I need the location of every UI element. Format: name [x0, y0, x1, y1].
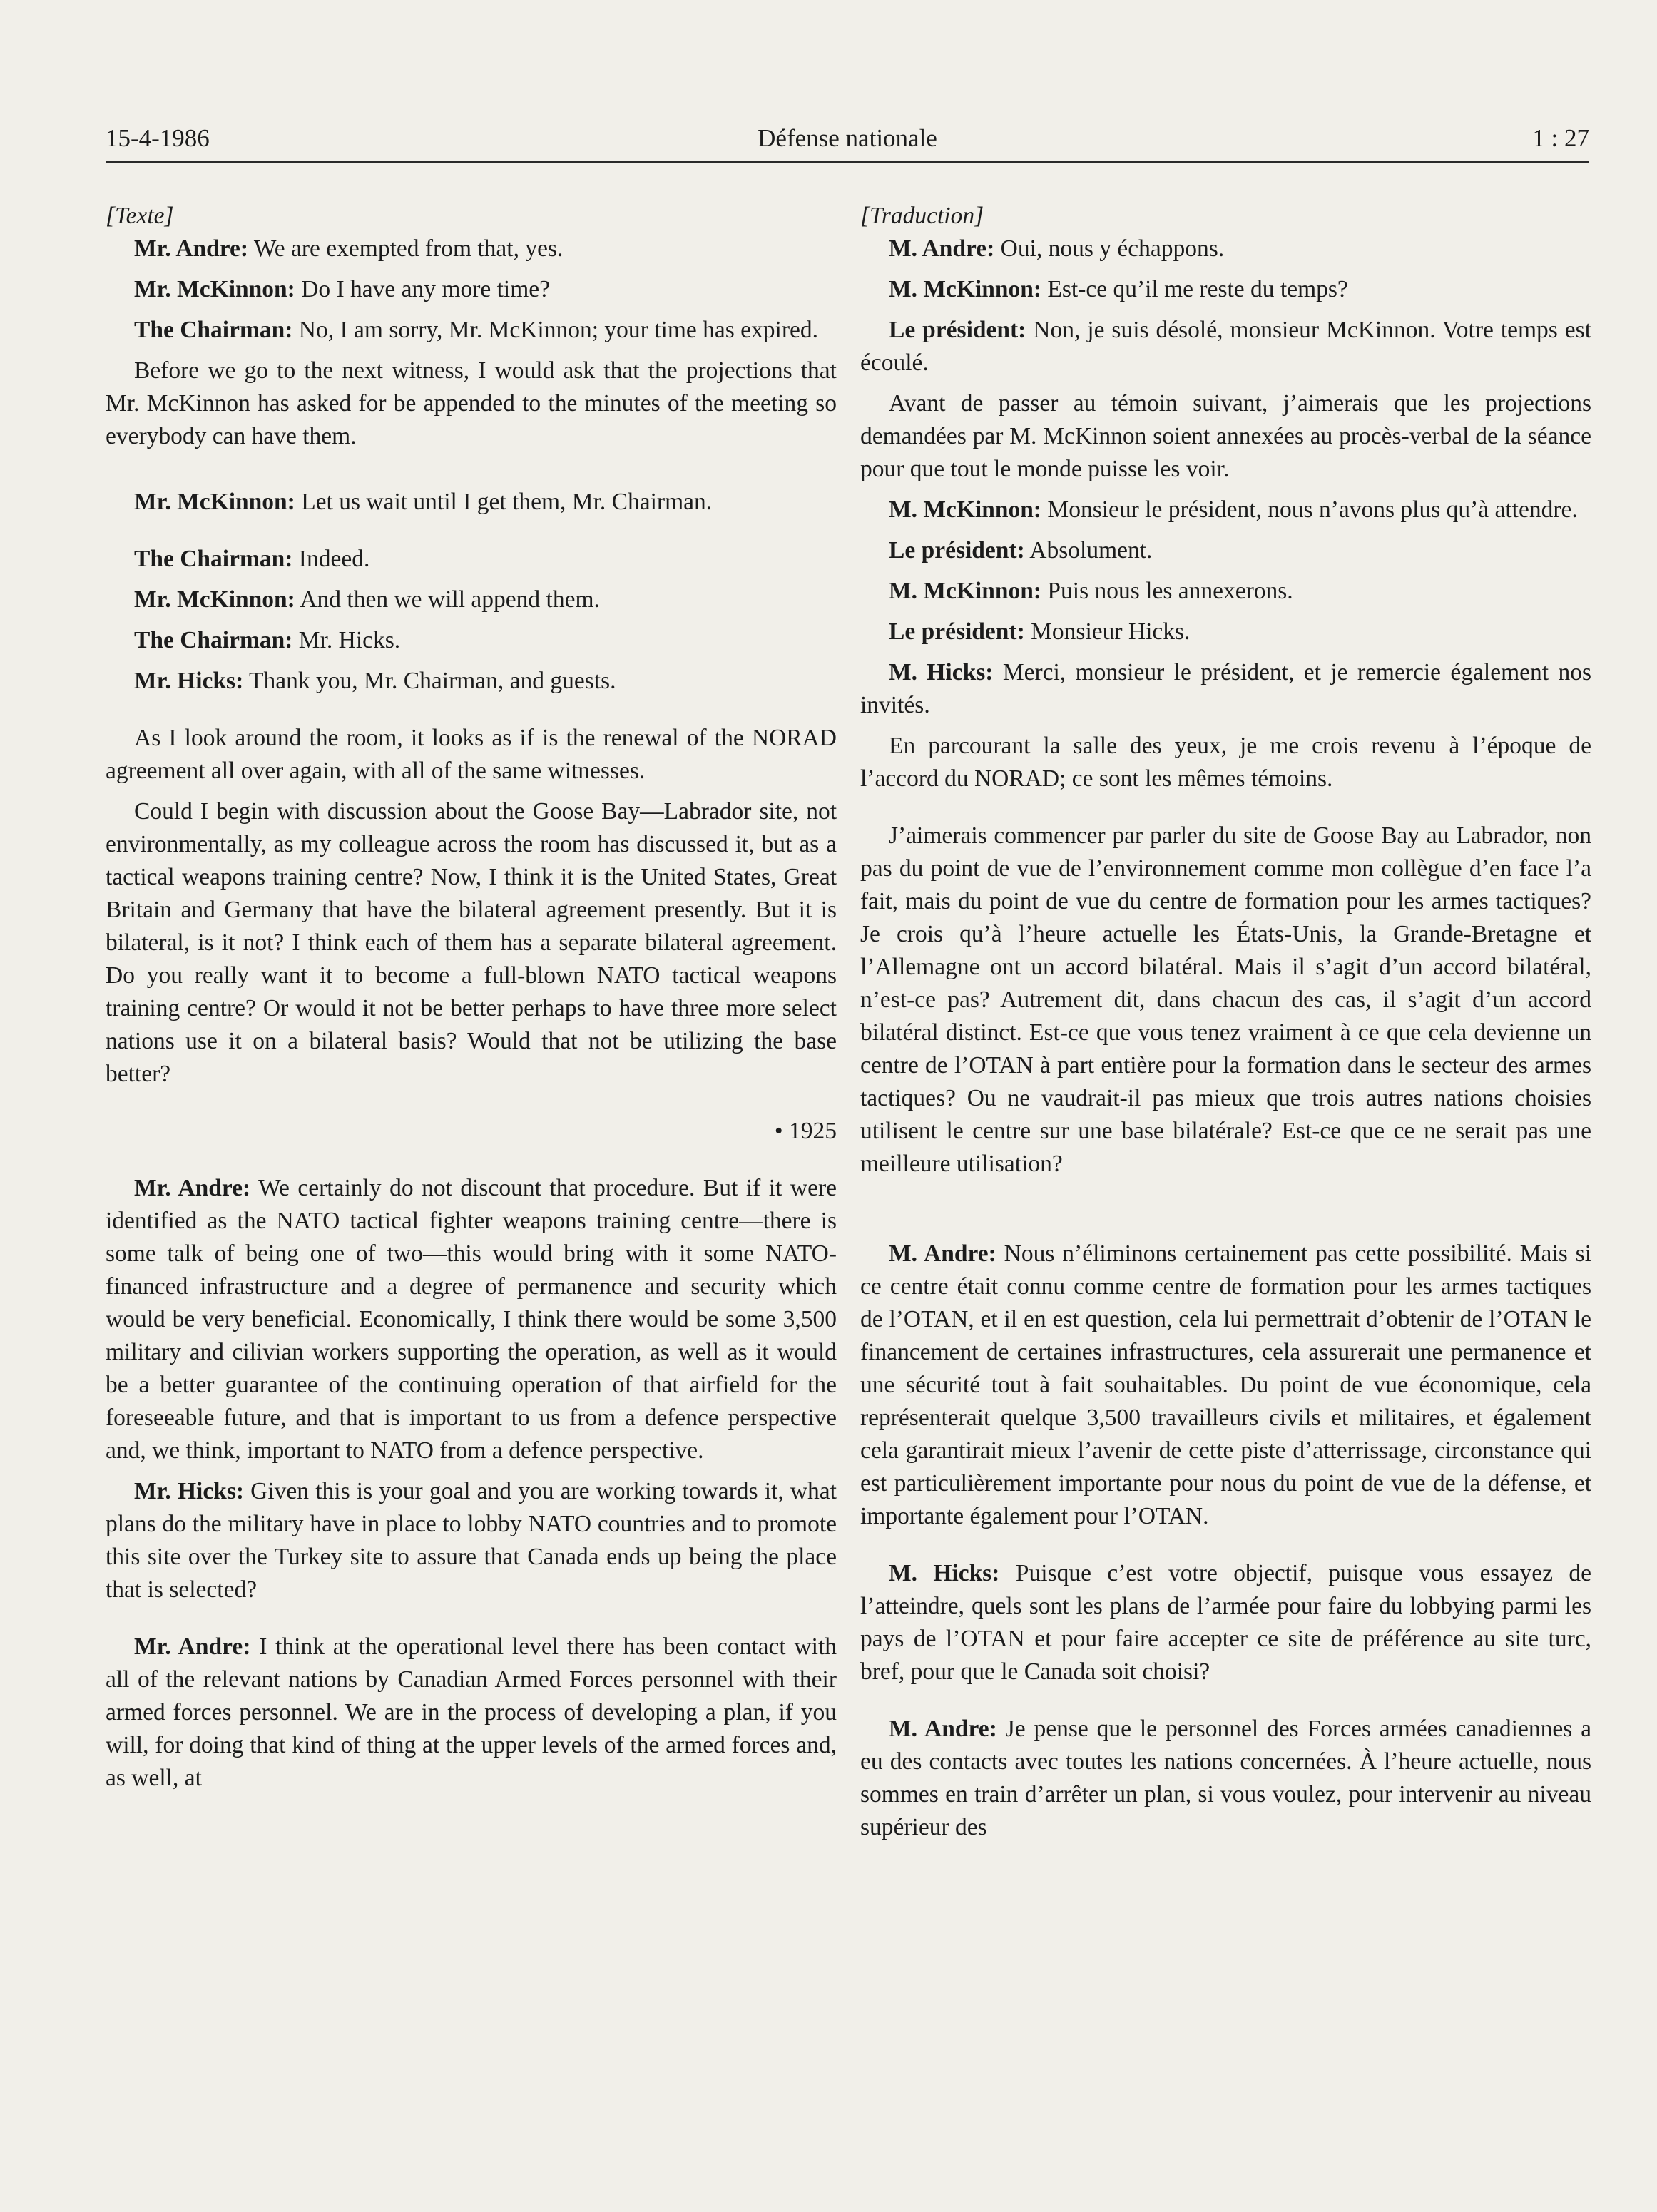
speech-text: Indeed. — [292, 546, 370, 572]
paragraph: Avant de passer au témoin suivant, j’aimerais que les projections demandées par M. McKinnon soient annexées au procès-verbal de la séance pour que tout le monde puisse les voir. — [860, 390, 1591, 482]
speaker-name: Mr. Hicks: — [134, 668, 244, 694]
paragraph — [860, 314, 1591, 379]
paragraph — [860, 273, 1591, 306]
speech-text: Thank you, Mr. Chairman, and guests. — [243, 668, 616, 694]
speech-text: Je pense que le personnel des Forces armées canadiennes a eu des contacts avec toutes les nations concernées. À l’heure actuelle, nous sommes en train d’arrêter un plan, si vous voulez, pour intervenir au niveau supérieur des — [860, 1716, 1591, 1840]
header-date: 15-4-1986 — [106, 124, 210, 152]
paragraph — [860, 494, 1591, 526]
speech-text: Est-ce qu’il me reste du temps? — [1041, 276, 1348, 302]
speech-text: No, I am sorry, Mr. McKinnon; your time has expired. — [292, 317, 818, 343]
paragraph — [106, 1172, 837, 1467]
paragraph — [106, 1631, 837, 1795]
paragraph — [860, 534, 1591, 567]
paragraph — [860, 656, 1591, 722]
speaker-name: Mr. Andre: — [134, 1633, 251, 1660]
speaker-name: M. Andre: — [889, 1240, 996, 1267]
speaker-name: Mr. Andre: — [134, 235, 249, 262]
speech-text: Given this is your goal and you are working towards it, what plans do the military have in place to lobby NATO countries and to promote this site over the Turkey site to assure that Canada ends up being the place that is selected? — [106, 1478, 837, 1603]
french-column — [860, 200, 1591, 1844]
speaker-name: Mr. McKinnon: — [134, 586, 295, 613]
speaker-name: M. Andre: — [889, 235, 995, 262]
speech-text: Merci, monsieur le président, et je remercie également nos invités. — [860, 659, 1591, 718]
speaker-name: Mr. McKinnon: — [134, 489, 295, 515]
speech-text: We are exempted from that, yes. — [248, 235, 564, 262]
speaker-name: Mr. Andre: — [134, 1175, 251, 1201]
speaker-name: The Chairman: — [134, 546, 293, 572]
paragraph: Could I begin with discussion about the Goose Bay—Labrador site, not environmentally, as my colleague across the room has discussed it, but as a tactical weapons training centre? Now, I think it is the United States, Great Britain and Germany that have the bilateral agreement presently. But it is bilateral, is it not? I think each of them has a separate bilateral agreement. Do you really want it to become a full-blown NATO tactical weapons training centre? Or would it not be better perhaps to have three more select nations use it on a bilateral basis? Would that not be utilizing the base better? — [106, 798, 837, 1087]
paragraph: Before we go to the next witness, I would ask that the projections that Mr. McKinnon has asked for be appended to the minutes of the meeting so everybody can have them. — [106, 357, 837, 449]
speech-text: Monsieur le président, nous n’avons plus qu’à attendre. — [1041, 496, 1578, 523]
paragraph — [106, 273, 837, 306]
speaker-name: M. McKinnon: — [889, 496, 1042, 523]
speech-text: Nous n’éliminons certainement pas cette possibilité. Mais si ce centre était connu comme centre de formation pour les armes tactiques de l’OTAN, et il en est question, cela lui permettrait d’obtenir de l’OTAN le financement de certaines infrastructures, cela assurerait une permanence et une sécurité tout à fait souhaitables. Du point de vue économique, cela représenterait quelque 3,500 travailleurs civils et militaires, et également cela garantirait mieux l’avenir de cette piste d’atterrissage, circonstance qui est particulièrement importante pour nous du point de vue de la défense, et importante également pour l’OTAN. — [860, 1240, 1591, 1529]
paragraph: J’aimerais commencer par parler du site de Goose Bay au Labrador, non pas du point de vue de l’environnement comme mon collègue d’en face l’a fait, mais du point de vue du centre de formation pour les armes tactiques? Je crois qu’à l’heure actuelle les États-Unis, la Grande-Bretagne et l’Allemagne ont un accord bilatéral. Mais il s’agit d’un accord bilatéral, n’est-ce pas? Autrement dit, dans chacun des cas, il s’agit d’un accord bilatéral distinct. Est-ce que vous tenez vraiment à ce que cela devienne un centre de l’OTAN à part entière pour la formation dans le secteur des armes tactiques? Ou ne vaudrait-il pas mieux que trois autres nations choisies utilisent le centre sur une base bilatérale? Est-ce que ce ne serait pas une meilleure utilisation? — [860, 822, 1591, 1177]
speech-text: I think at the operational level there has been contact with all of the relevant nations by Canadian Armed Forces personnel with their armed forces personnel. We are in the process of developing a plan, if you will, for doing that kind of thing at the upper levels of the armed forces and, as well, at — [106, 1633, 837, 1791]
speaker-name: M. McKinnon: — [889, 276, 1042, 302]
speech-text: And then we will append them. — [295, 586, 600, 613]
speech-text: Monsieur Hicks. — [1024, 618, 1191, 645]
time-marker: • 1925 — [774, 1118, 837, 1144]
paragraph — [860, 1557, 1591, 1688]
paragraph — [860, 616, 1591, 648]
speaker-name: The Chairman: — [134, 627, 293, 653]
speaker-name: M. McKinnon: — [889, 578, 1042, 604]
paragraph — [860, 233, 1591, 265]
paragraph: En parcourant la salle des yeux, je me crois revenu à l’époque de l’accord du NORAD; ce sont les mêmes témoins. — [860, 733, 1591, 792]
paragraph — [106, 543, 837, 576]
page-header — [106, 120, 1589, 163]
speaker-name: M. Hicks: — [889, 1560, 1000, 1586]
paragraph — [860, 575, 1591, 608]
paragraph — [860, 1713, 1591, 1844]
paragraph — [106, 486, 837, 519]
english-column — [106, 200, 837, 1795]
speaker-name: Mr. Hicks: — [134, 1478, 245, 1504]
speaker-name: M. Hicks: — [889, 659, 994, 685]
header-title: Défense nationale — [758, 124, 937, 152]
column-tag: [Texte] — [106, 203, 174, 229]
paragraph — [106, 665, 837, 698]
speech-text: Puisque c’est votre objectif, puisque vous essayez de l’atteindre, quels sont les plans de l’armée pour faire du lobbying parmi les pays de l’OTAN et pour faire accepter ce site de préférence au site turc, bref, pour que le Canada soit choisi? — [860, 1560, 1591, 1685]
speech-text: Mr. Hicks. — [292, 627, 401, 653]
speech-text: Do I have any more time? — [295, 276, 551, 302]
speech-text: We certainly do not discount that procedure. But if it were identified as the NATO tactical fighter weapons training centre—there is some talk of being one of two—this would bring with it some NATO-financed infrastructure and a degree of permanence and security which would be very beneficial. Economically, I think there would be some 3,500 military and cilivian workers supporting the operation, as well as it would be a better guarantee of the continuing operation of that airfield for the foreseeable future, and that is important to us from a defence perspective and, we think, important to NATO from a defence perspective. — [106, 1175, 837, 1464]
paragraph — [860, 1238, 1591, 1533]
speaker-name: Mr. McKinnon: — [134, 276, 295, 302]
speech-text: Non, je suis désolé, monsieur McKinnon. Votre temps est écoulé. — [860, 317, 1592, 376]
speaker-name: Le président: — [889, 537, 1025, 564]
column-tag: [Traduction] — [860, 203, 984, 229]
paragraph — [106, 624, 837, 657]
speech-text: Absolument. — [1024, 537, 1153, 564]
paragraph — [106, 583, 837, 616]
header-page-number: 1 : 27 — [1532, 124, 1589, 152]
speaker-name: Le président: — [889, 317, 1026, 343]
speech-text: Puis nous les annexerons. — [1041, 578, 1293, 604]
speaker-name: M. Andre: — [889, 1716, 997, 1742]
paragraph — [106, 314, 837, 347]
speaker-name: Le président: — [889, 618, 1025, 645]
paragraph — [106, 1475, 837, 1606]
paragraph: As I look around the room, it looks as if is the renewal of the NORAD agreement all over again, with all of the same witnesses. — [106, 725, 837, 784]
speech-text: Oui, nous y échappons. — [994, 235, 1225, 262]
speech-text: Let us wait until I get them, Mr. Chairman. — [295, 489, 713, 515]
paragraph — [106, 233, 837, 265]
speaker-name: The Chairman: — [134, 317, 293, 343]
